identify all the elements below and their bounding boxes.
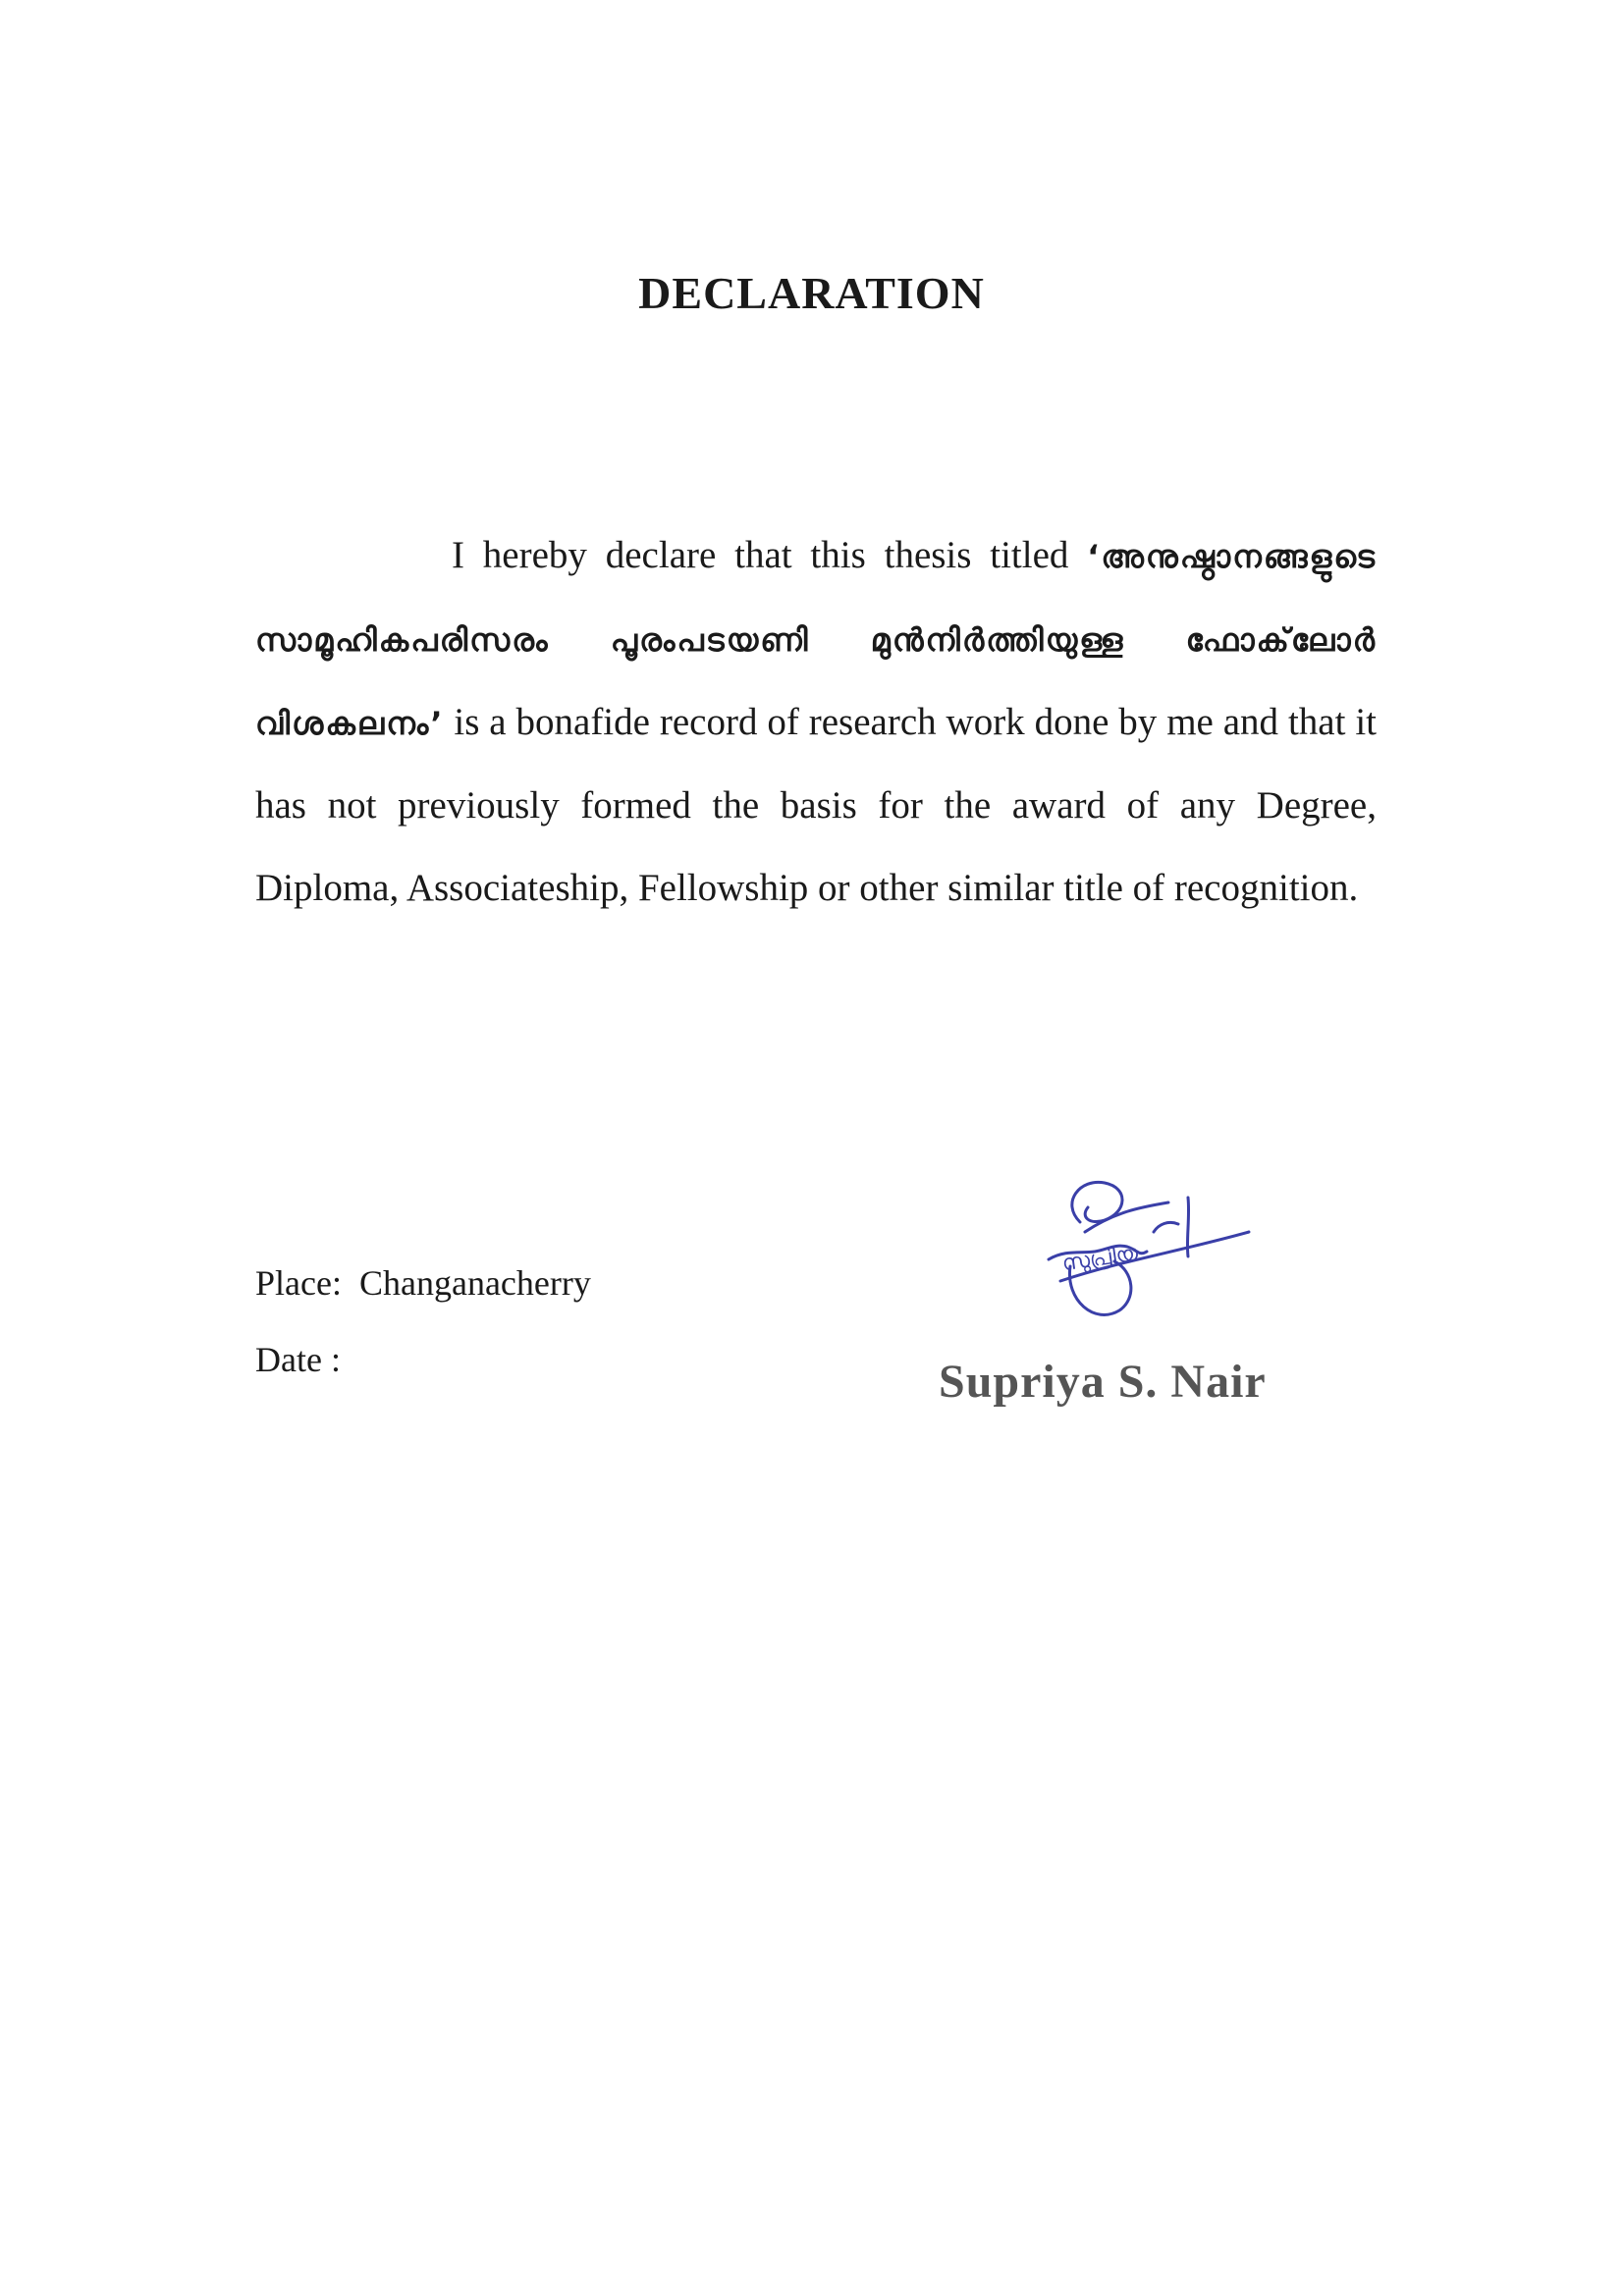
place-label: Place: (255, 1263, 342, 1303)
paragraph-body: is a bonafide record of research work done by me and that it has not previously formed the basis for the award of any Degree, Diploma, Associateship, Fellowship or other similar title of recognition. (255, 701, 1377, 909)
thesis-title: ‘അനുഷ്ഠാനങ്ങളുടെ സാമൂഹികപരിസരം പൂരംപടയണി മുൻനിർത്തിയുള്ള ഫോക്‌ലോർ വിശകലനം’ (255, 538, 1377, 742)
date-label: Date : (255, 1340, 341, 1379)
declaration-paragraph (255, 514, 1377, 930)
signer-name: Supriya S. Nair (939, 1356, 1267, 1408)
signature-tail (1187, 1198, 1188, 1256)
signature-handwriting: സുപ്രിയ (1060, 1241, 1140, 1277)
date-line (255, 1339, 358, 1380)
paragraph-intro: I hereby declare that this thesis titled (452, 534, 1088, 576)
place-line (255, 1262, 591, 1304)
page-title: DECLARATION (638, 268, 985, 318)
signature-flourish (1154, 1222, 1178, 1232)
handwritten-signature (1021, 1163, 1257, 1340)
place-value: Changanacherry (358, 1263, 591, 1303)
